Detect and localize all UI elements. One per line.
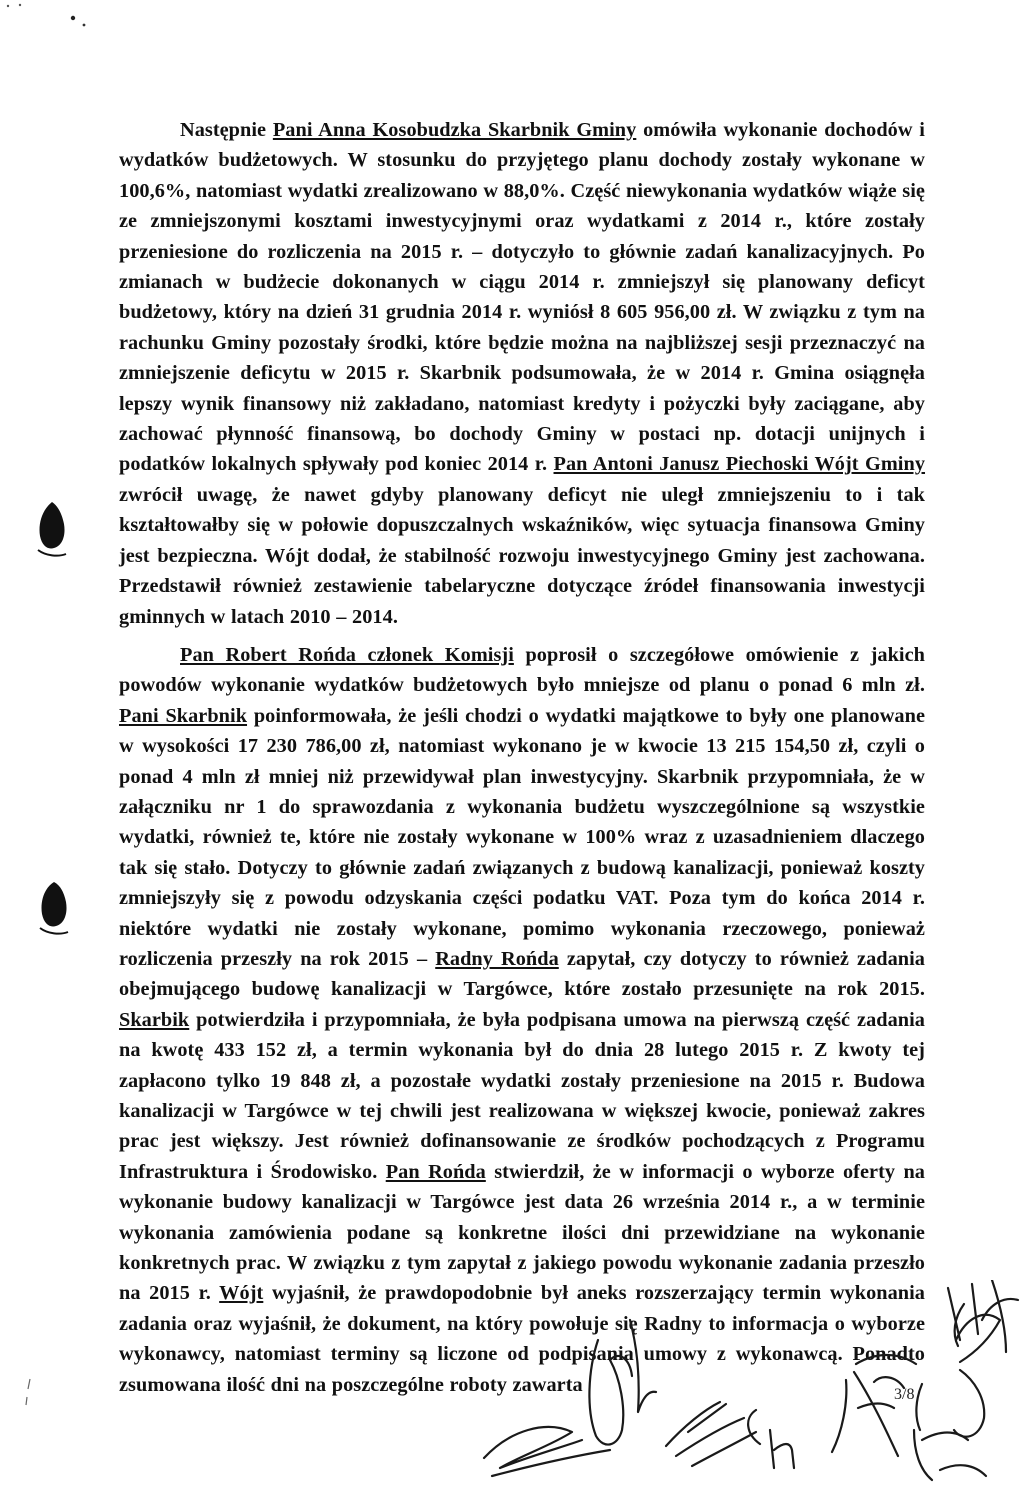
- document-page: [119, 115, 925, 1400]
- text-segment: zapytał, czy dotyczy to również zadania obejmującego budowę kanalizacji w Targówce, które zostało przesunięte na rok 2015.: [119, 947, 925, 1001]
- binder-hole-mark: [34, 880, 70, 940]
- text-segment: poprosił o szczegółowe omówienie z jakich powodów wykonanie wydatków budżetowych było mniejsze od planu o ponad 6 mln zł.: [119, 643, 925, 697]
- speaker-name: Skarbik: [119, 1008, 190, 1031]
- margin-scan-mark: [18, 1375, 38, 1415]
- speaker-name: Wójt: [219, 1282, 264, 1305]
- text-segment: zwrócił uwagę, że nawet gdyby planowany deficyt nie uległ zmniejszeniu to i tak kształtowałby się w połowie dopuszczalnych wskaźników, więc sytuacja finansowa Gminy jest bezpieczna. Wójt dodał, że stabilność rozwoju inwestycyjnego Gminy jest zachowana. Przedstawił również zestawienie tabelaryczne dotyczące źródeł finansowania inwestycji gminnych w latach 2010 – 2014.: [119, 483, 925, 628]
- text-segment: Następnie: [180, 119, 273, 141]
- page-number: 3/8: [894, 1386, 915, 1403]
- speaker-name: Pan Rońda: [385, 1160, 486, 1183]
- binder-hole-mark: [34, 500, 70, 560]
- speaker-name: Pani Anna Kosobudzka Skarbnik Gminy: [272, 119, 637, 141]
- speaker-name: Pan Antoni Janusz Piechoski Wójt Gminy: [553, 453, 926, 476]
- text-segment: wyjaśnił, że prawdopodobnie był aneks rozszerzający termin wykonania zadania oraz wyjaśnił, że dokument, na który powołuje się Radny to informacja o wyborze wykonawcy, natomiast terminy są liczone od podpisania umowy z wykonawcą. Ponadto zsumowana ilość dni na poszczególne roboty zawarta: [119, 1282, 925, 1396]
- text-segment: omówiła wykonanie dochodów i wydatków budżetowych. W stosunku do przyjętego planu dochody zostały wykonane w 100,6%, natomiast wydatki zrealizowano w 88,0%. Część niewykonania wydatków wiąże się ze zmniejszonymi kosztami inwestycyjnymi oraz wydatkami z 2014 r., które zostały przeniesione do rozliczenia na 2015 r. – dotyczyło to głównie zadań kanalizacyjnych. Po zmianach w budżecie dokonanych w ciągu 2014 r. zmniejszył się planowany deficyt budżetowy, który na dzień 31 grudnia 2014 r. wyniósł 8 605 956,00 zł. W związku z tym na rachunku Gminy pozostały środki, które będzie można na najbliższej sesji przeznaczyć na zmniejszenie deficytu w 2015 r. Skarbnik podsumowała, że w 2014 r. Gmina osiągnęła lepszy wynik finansowy niż zakładano, natomiast kredyty i pożyczki były zaciągane, aby zachować płynność finansową, bo dochody Gminy w postaci np. dotacji unijnych i podatków lokalnych spływały pod koniec 2014 r.: [119, 119, 925, 476]
- speaker-name: Pan Robert Rońda członek Komisji: [180, 643, 514, 666]
- text-segment: potwierdziła i przypomniała, że była podpisana umowa na pierwszą część zadania na kwotę 433 152 zł, a termin wykonania był do dnia 28 lutego 2015 r. Z kwoty tej zapłacono tylko 19 848 zł, a pozostałe wydatki zostały przeniesione na 2015 r. Budowa kanalizacji w Targówce w tej chwili jest realizowana w większej kwocie, ponieważ zakres prac jest większy. Jest również dofinansowanie ze środków pochodzących z Programu Infrastruktura i Środowisko.: [119, 1008, 925, 1183]
- speaker-name: Radny Rońda: [435, 947, 559, 970]
- scan-specks: [0, 0, 110, 40]
- handwritten-signatures: [470, 1280, 1024, 1488]
- paragraph-1: [119, 115, 925, 632]
- text-segment: stwierdził, że w informacji o wyborze oferty na wykonanie budowy kanalizacji w Targówce jest data 26 września 2014 r., a w terminie wykonania zamówienia podane są konkretne ilości dni przewidziane na wykonanie konkretnych prac. W związku z tym zapytał z jakiego powodu wykonanie zadania przeszło na 2015 r.: [119, 1160, 925, 1305]
- speaker-name: Pani Skarbnik: [119, 704, 248, 727]
- text-segment: poinformowała, że jeśli chodzi o wydatki majątkowe to były one planowane w wysokości 17 230 786,00 zł, natomiast wykonano je w kwocie 13 215 154,50 zł, czyli o ponad 4 mln zł mniej niż przewidywał plan inwestycyjny. Skarbnik przypomniała, że w załączniku nr 1 do sprawozdania z wykonania budżetu wyszczególnione są wszystkie wydatki, również te, które nie zostały wykonane w 100% wraz z uzasadnieniem dlaczego tak się stało. Dotyczy to głównie zadań związanych z budową kanalizacji, ponieważ koszty zmniejszyły się z powodu odzyskania części podatku VAT. Poza tym do końca 2014 r. niektóre wydatki nie zostały wykonane, pomimo wykonania rzeczowego, ponieważ rozliczenia przeszły na rok 2015 –: [119, 704, 925, 970]
